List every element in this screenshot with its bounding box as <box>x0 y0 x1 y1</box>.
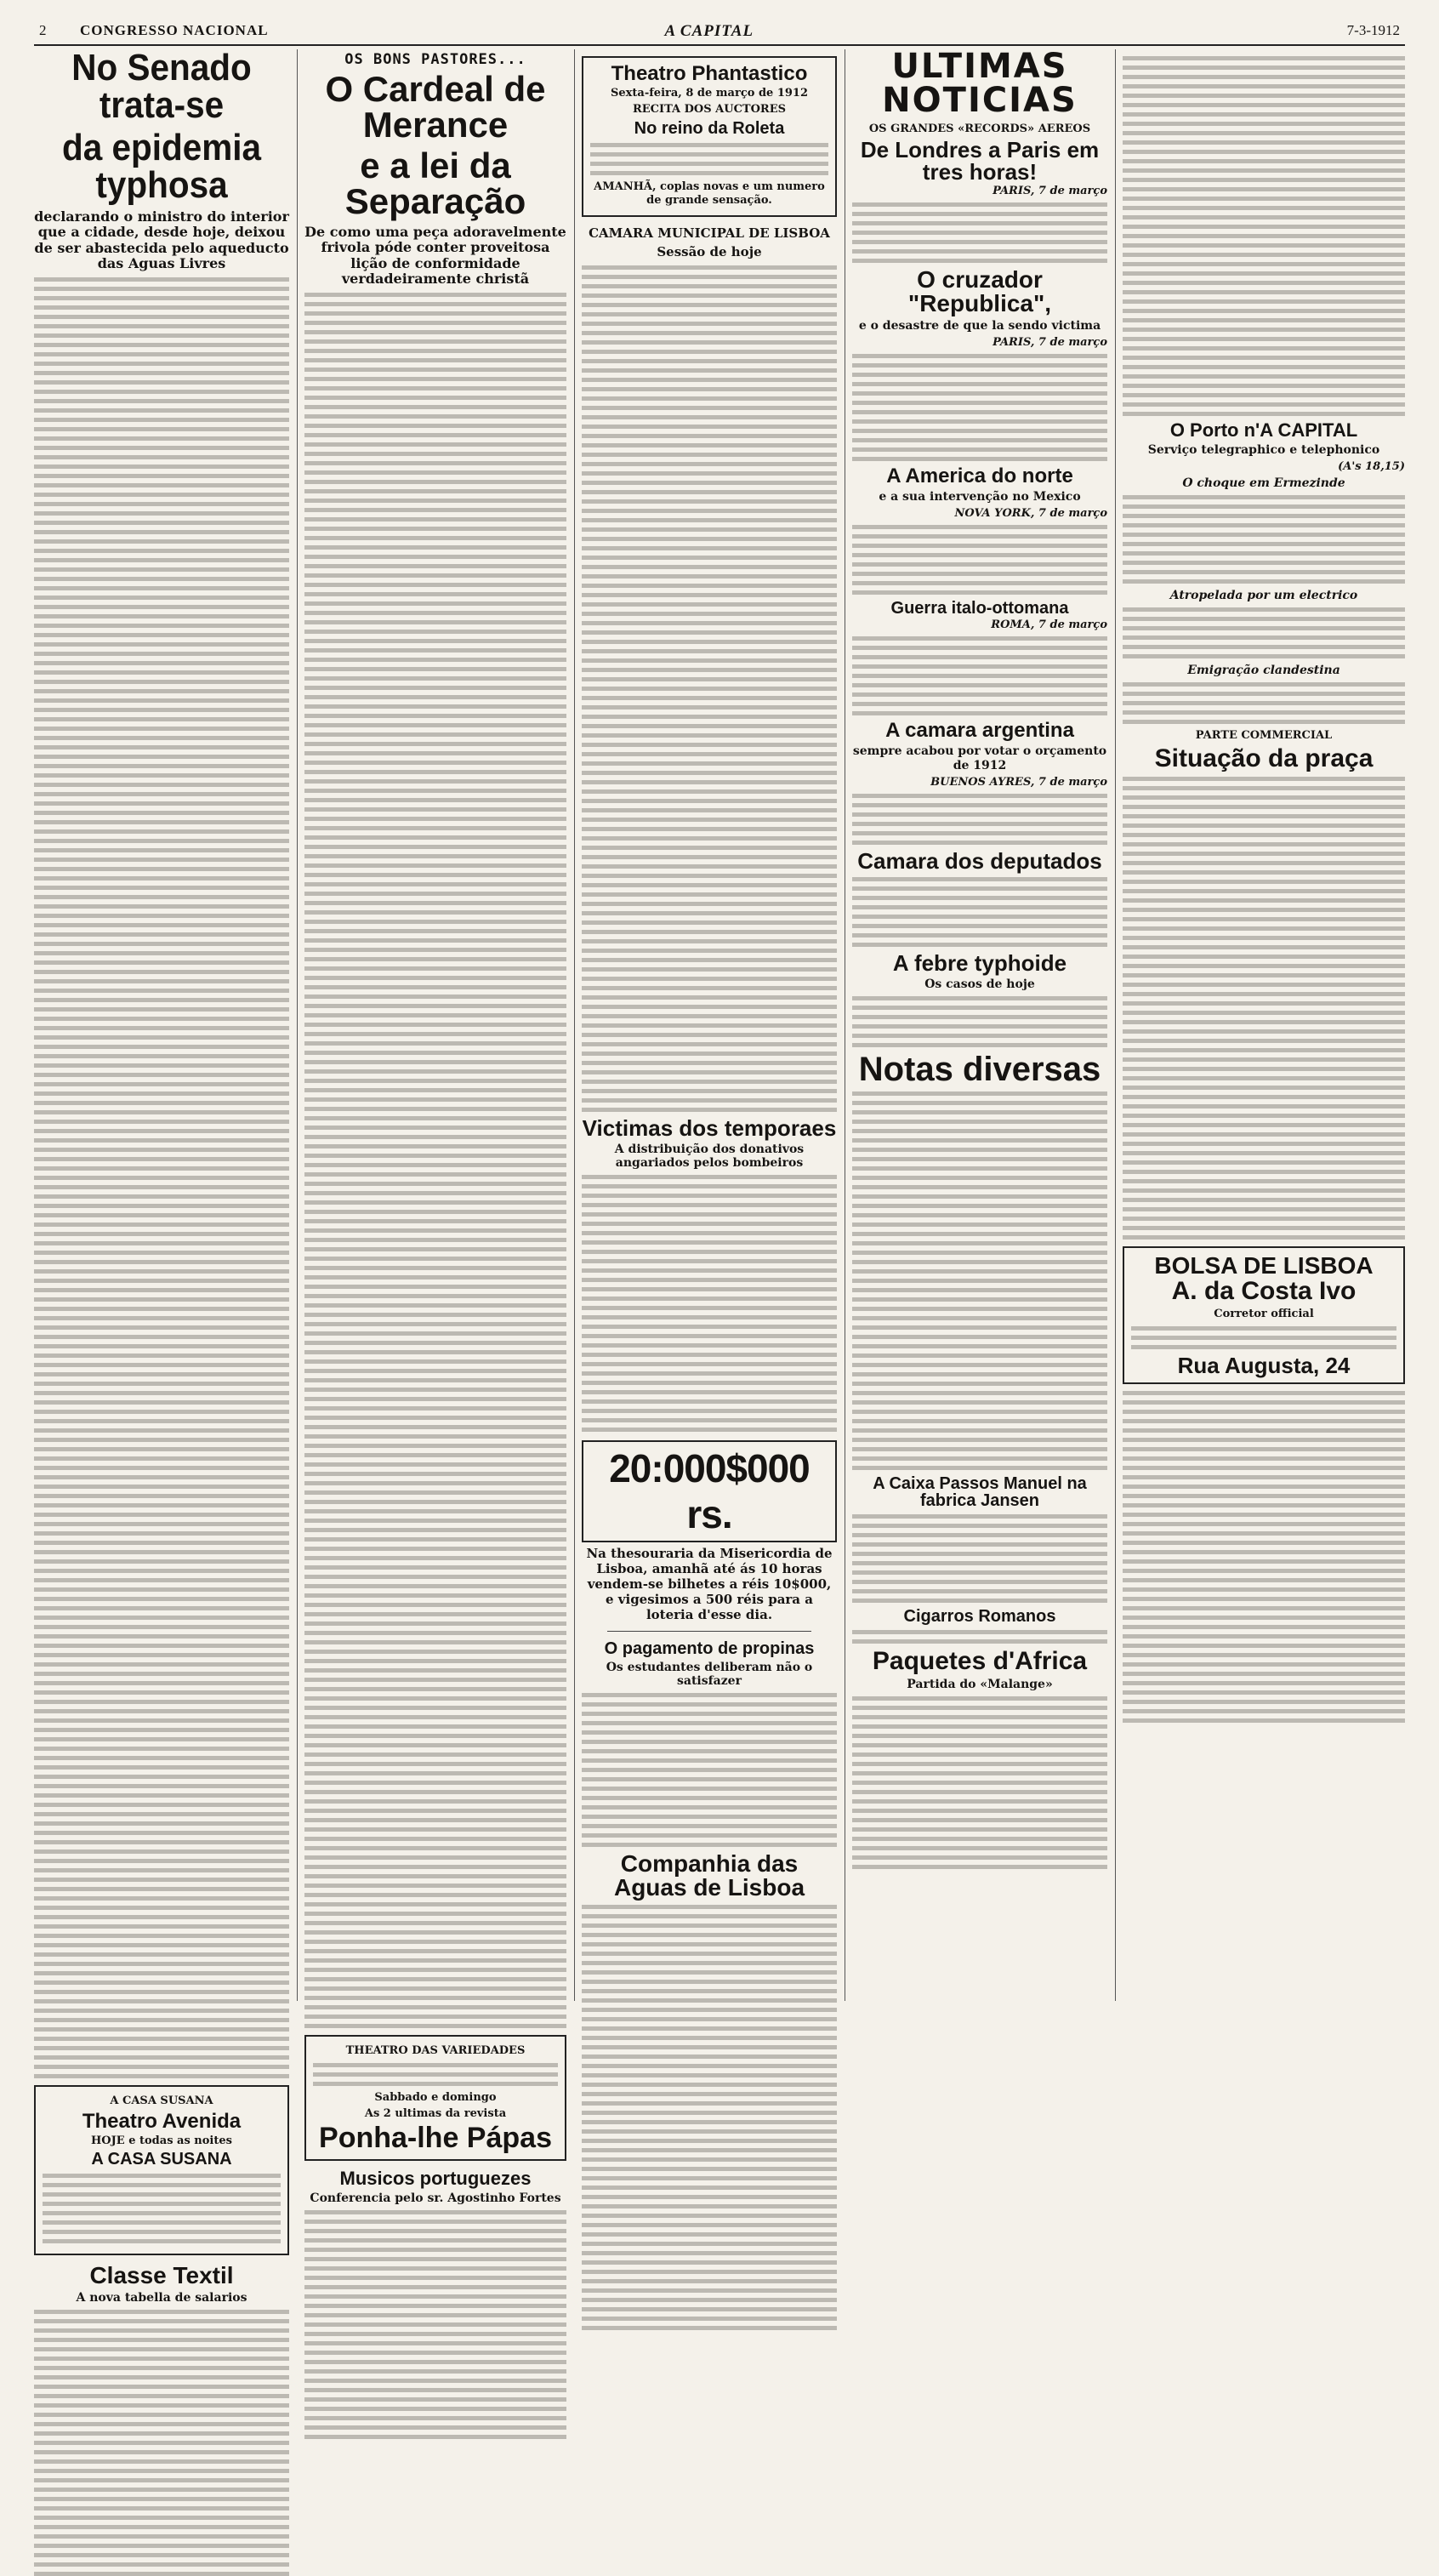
ad-corretor: Corretor official <box>1214 1307 1314 1320</box>
article-text-block <box>852 1696 1107 1869</box>
deck-sessao: Sessão de hoje <box>657 243 762 259</box>
headline-guerra: Guerra italo-ottomana <box>890 599 1069 618</box>
ad-theatro-variedades <box>304 2035 566 2161</box>
headline-america: A America do norte <box>886 464 1073 488</box>
headline-camara-municipal: CAMARA MUNICIPAL DE LISBOA <box>589 225 830 242</box>
deck-porto: Serviço telegraphico e telephonico <box>1147 443 1380 457</box>
headline-caixa-passos: A Caixa Passos Manuel na fabrica Jansen <box>873 1473 1087 1510</box>
deck-cardeal: De como uma peça adoravelmente frivola póde conter proveitosa lição de conformidade verdadeiramente christã <box>304 224 566 288</box>
ad-theatro-avenida <box>34 2085 289 2256</box>
article-text-block <box>582 1175 837 1432</box>
article-text-block <box>304 293 566 2028</box>
article-text-block <box>852 636 1107 715</box>
deck-argentina: sempre acabou por votar o orçamento de 1912 <box>852 744 1107 772</box>
lottery-text: Na thesouraria da Misericordia de Lisboa, amanhã até ás 10 horas vendem-se bilhetes a réis 10$000, e vigesimos a 500 réis para a loteria d'esse dia. <box>586 1545 833 1622</box>
article-text-block <box>852 877 1107 947</box>
ad-ponha-lhe-papas: Ponha-lhe Pápas <box>319 2122 552 2155</box>
headline-ultimas-noticias: ULTIMAS NOTICIAS <box>882 47 1078 120</box>
ad-text <box>1131 1326 1396 1349</box>
ad-variedades-sub: Sabbado e domingo <box>374 2090 497 2104</box>
article-text-block <box>852 996 1107 1047</box>
headline-emigracao: Emigração clandestina <box>1187 664 1340 678</box>
column-1 <box>34 47 289 2305</box>
ad-amanha: AMANHÃ, coplas novas e um numero de grande sensação. <box>594 180 825 207</box>
column-rule <box>1115 49 1116 2001</box>
column-2 <box>304 49 566 2205</box>
column-3 <box>582 49 837 2001</box>
ad-rua-augusta: Rua Augusta, 24 <box>1177 1352 1351 1378</box>
market-table-text <box>1123 777 1405 1240</box>
column-5 <box>1123 49 1405 2001</box>
deck-america: e a sua intervenção no Mexico <box>879 490 1081 504</box>
deck-senado: declarando o ministro do interior que a cidade, desde hoje, deixou de ser abastecida pelo aqueducto das Aguas Livres <box>34 208 289 272</box>
headline-cruzador: O cruzador "Republica", <box>907 266 1052 317</box>
article-text-block <box>1123 607 1405 658</box>
dateline-porto: (A's 18,15) <box>1338 460 1405 474</box>
ad-costa-ivo: A. da Costa Ivo <box>1171 1277 1357 1306</box>
divider <box>607 1631 811 1632</box>
kicker-parte-commercial: PARTE COMMERCIAL <box>1195 729 1333 743</box>
deck-paquetes: Partida do «Malange» <box>907 1677 1053 1691</box>
deck-victimas: A distribuição dos donativos angariados pelos bombeiros <box>614 1142 805 1170</box>
article-text-block <box>1123 1391 1405 1723</box>
ad-casa-susana-top: A CASA SUSANA <box>110 2094 213 2107</box>
ad-theatro-phantastico <box>582 56 837 217</box>
ad-phantastico-date: Sexta-feira, 8 de março de 1912 <box>610 87 809 100</box>
article-text-block <box>582 1693 837 1847</box>
dateline-america: NOVA YORK, 7 de março <box>954 507 1107 521</box>
article-text-block <box>1123 495 1405 584</box>
column-4 <box>852 49 1107 2001</box>
ad-bolsa-title: BOLSA DE LISBOA <box>1154 1251 1374 1279</box>
issue-date: 7-3-1912 <box>1346 22 1400 38</box>
article-text-block <box>852 1091 1107 1470</box>
article-text-block <box>852 354 1107 461</box>
article-text-block <box>34 277 289 2078</box>
headline-senado-1: No Senado trata-se <box>71 47 252 126</box>
column-rule <box>297 49 298 2001</box>
ad-text <box>43 2174 281 2243</box>
ad-avenida-sub: HOJE e todas as noites <box>91 2134 232 2147</box>
lottery-amount: 20:000$000 rs. <box>582 1440 837 1542</box>
dateline-argentina: BUENOS AYRES, 7 de março <box>930 775 1107 789</box>
deck-musicos: Conferencia pelo sr. Agostinho Fortes <box>310 2191 561 2205</box>
headline-febre: A febre typhoide <box>892 949 1067 976</box>
headline-situacao-praca: Situação da praça <box>1154 744 1374 772</box>
headline-paquetes: Paquetes d'Africa <box>872 1646 1088 1675</box>
masthead: A CAPITAL <box>664 22 754 40</box>
ad-reino-roleta: No reino da Roleta <box>634 118 785 138</box>
headline-cardeal-1: O Cardeal de Merance <box>325 69 546 145</box>
ad-phantastico-title: Theatro Phantastico <box>611 62 808 85</box>
dateline-guerra: ROMA, 7 de março <box>991 618 1107 632</box>
ad-text <box>313 2063 558 2086</box>
headline-classe-textil: Classe Textil <box>89 2262 234 2289</box>
column-rule <box>574 49 575 2001</box>
headline-londres-paris: De Londres a Paris em tres horas! <box>860 137 1100 185</box>
section-title: CONGRESSO NACIONAL <box>80 22 269 38</box>
headline-cigarros: Cigarros Romanos <box>903 1606 1056 1626</box>
article-text-block <box>582 1905 837 2330</box>
dateline-paris: PARIS, 7 de março <box>993 185 1107 198</box>
deck-cruzador: e o desastre de que la sendo victima <box>858 319 1101 333</box>
page-number: 2 <box>39 22 47 38</box>
deck-febre: Os casos de hoje <box>924 977 1035 991</box>
article-text-block <box>852 1514 1107 1603</box>
headline-atropelada: Atropelada por um electrico <box>1169 589 1358 603</box>
headline-cardeal-2: e a lei da Separação <box>344 145 526 221</box>
running-head <box>34 15 1405 46</box>
headline-argentina: A camara argentina <box>885 719 1074 743</box>
headline-notas: Notas diversas <box>858 1050 1101 1088</box>
headline-porto: O Porto n'A CAPITAL <box>1169 419 1358 441</box>
headline-victimas: Victimas dos temporaes <box>582 1114 837 1141</box>
article-text-block <box>1123 56 1405 416</box>
kicker-bons-pastores: OS BONS PASTORES... <box>344 51 526 68</box>
ad-bolsa-lisboa <box>1123 1246 1405 1384</box>
headline-ermezinde: O choque em Ermezinde <box>1182 476 1345 491</box>
ad-avenida-title: Theatro Avenida <box>82 2109 242 2133</box>
headline-companhia-aguas: Companhia das Aguas de Lisboa <box>613 1850 805 1901</box>
ad-casa-susana: A CASA SUSANA <box>91 2150 232 2169</box>
article-text-block <box>852 1630 1107 1644</box>
ad-recita: RECITA DOS AUCTORES <box>632 103 787 117</box>
ad-variedades-sub2: As 2 ultimas da revista <box>364 2107 507 2121</box>
deck-propinas: Os estudantes deliberam não o satisfazer <box>606 1660 813 1688</box>
article-text-block <box>582 265 837 1112</box>
ad-text <box>590 143 828 175</box>
article-text-block <box>852 202 1107 263</box>
article-text-block <box>852 525 1107 595</box>
kicker-records: OS GRANDES «RECORDS» AEREOS <box>868 123 1091 135</box>
article-text-block <box>304 2210 566 2439</box>
article-text-block <box>34 2310 289 2576</box>
dateline-cruzador: PARIS, 7 de março <box>993 336 1107 350</box>
headline-propinas: O pagamento de propinas <box>604 1638 815 1658</box>
headline-senado-2: da epidemia typhosa <box>62 127 261 206</box>
headline-musicos: Musicos portuguezes <box>339 2168 532 2189</box>
headline-camara-deputados: Camara dos deputados <box>857 847 1102 874</box>
deck-classe-textil: A nova tabella de salarios <box>76 2291 247 2305</box>
ad-variedades-title: THEATRO DAS VARIEDADES <box>345 2043 526 2057</box>
article-text-block <box>852 794 1107 845</box>
article-text-block <box>1123 682 1405 724</box>
